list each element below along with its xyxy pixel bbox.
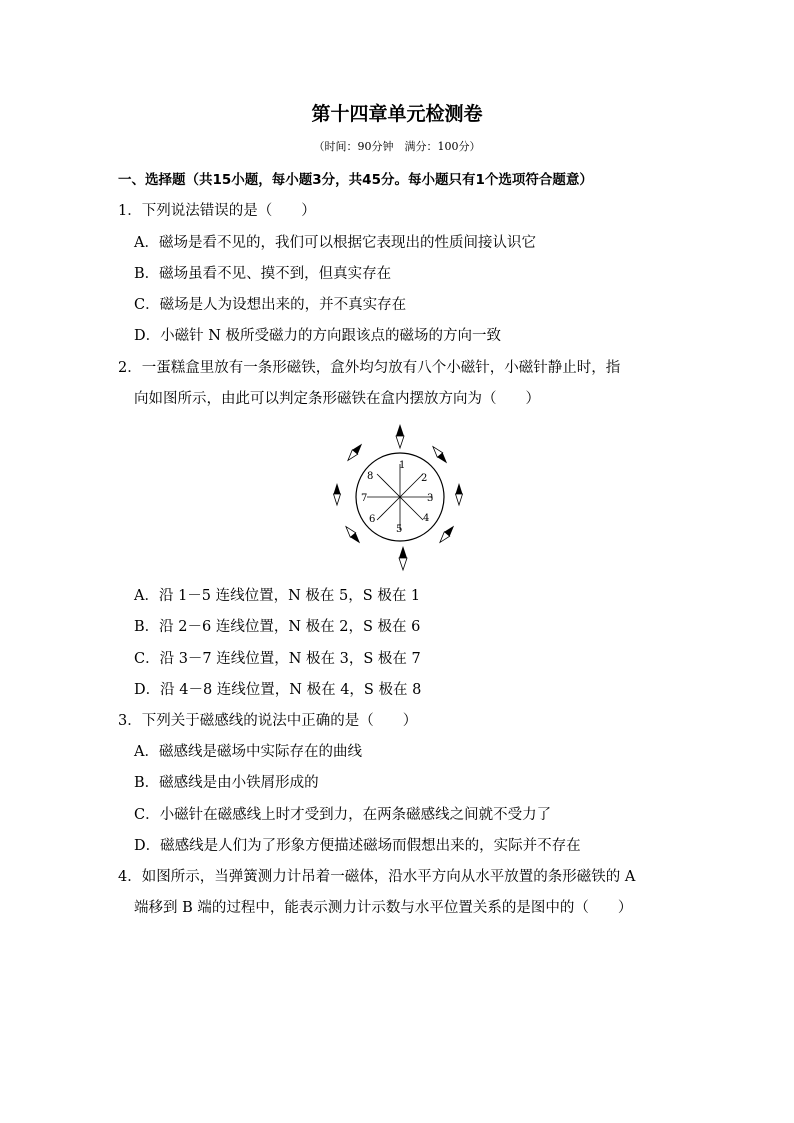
question-2-stem-line-2: 向如图所示，由此可以判定条形磁铁在盒内摆放方向为（ ） (134, 391, 540, 407)
figure-label-8: 8 (367, 471, 374, 482)
question-3-option-c: C．小磁针在磁感线上时才受到力，在两条磁感线之间就不受力了 (134, 807, 552, 823)
figure-label-4: 4 (423, 513, 430, 524)
compass-needle-2 (430, 444, 450, 465)
figure-label-2: 2 (421, 473, 428, 484)
compass-needle-5 (399, 546, 407, 570)
question-3-option-b: B．磁感线是由小铁屑形成的 (134, 775, 319, 791)
figure-label-5: 5 (396, 524, 403, 535)
question-3-option-a: A．磁感线是磁场中实际存在的曲线 (134, 744, 362, 760)
question-4-stem-line-2: 端移到 B 端的过程中，能表示测力计示数与水平位置关系的是图中的（ ） (134, 900, 633, 916)
question-2-option-a: A．沿 1－5 连线位置，N 极在 5，S 极在 1 (134, 588, 421, 604)
question-1-option-a: A．磁场是看不见的，我们可以根据它表现出的性质间接认识它 (134, 235, 536, 251)
figure-label-1: 1 (399, 460, 406, 471)
question-1-option-b: B．磁场虽看不见、摸不到，但真实存在 (134, 266, 392, 282)
question-1-option-d: D．小磁针 N 极所受磁力的方向跟该点的磁场的方向一致 (134, 328, 502, 344)
question-2-option-d: D．沿 4－8 连线位置，N 极在 4，S 极在 8 (134, 682, 422, 698)
figure-label-7: 7 (361, 493, 368, 504)
question-2-option-c: C．沿 3－7 连线位置，N 极在 3，S 极在 7 (134, 651, 421, 667)
question-4-stem-line-1: 4．如图所示，当弹簧测力计吊着一磁体，沿水平方向从水平放置的条形磁铁的 A (118, 869, 636, 885)
compass-needle-3 (456, 483, 463, 505)
exam-info: （时间：90分钟 满分：100分） (313, 140, 481, 153)
section-heading: 一、选择题（共15小题，每小题3分，共45分。每小题只有1个选项符合题意） (118, 172, 593, 188)
compass-needle-7 (334, 483, 341, 505)
figure-label-6: 6 (369, 514, 376, 525)
compass-needle-4 (437, 523, 457, 544)
compass-needle-1 (396, 424, 404, 448)
question-1-stem: 1．下列说法错误的是（ ） (118, 203, 316, 219)
question-3-stem: 3．下列关于磁感线的说法中正确的是（ ） (118, 713, 418, 729)
compass-needle-8 (345, 441, 365, 462)
question-1-option-c: C．磁场是人为设想出来的，并不真实存在 (134, 297, 407, 313)
figure-label-3: 3 (427, 493, 434, 504)
compass-needle-6 (343, 524, 363, 545)
compass-needles-figure (325, 422, 475, 572)
question-2-stem-line-1: 2．一蛋糕盒里放有一条形磁铁，盒外均匀放有八个小磁针，小磁针静止时，指 (118, 360, 621, 376)
question-3-option-d: D．磁感线是人们为了形象方便描述磁场而假想出来的，实际并不存在 (134, 838, 581, 854)
page-title: 第十四章单元检测卷 (311, 103, 483, 125)
question-2-option-b: B．沿 2－6 连线位置，N 极在 2，S 极在 6 (134, 619, 421, 635)
